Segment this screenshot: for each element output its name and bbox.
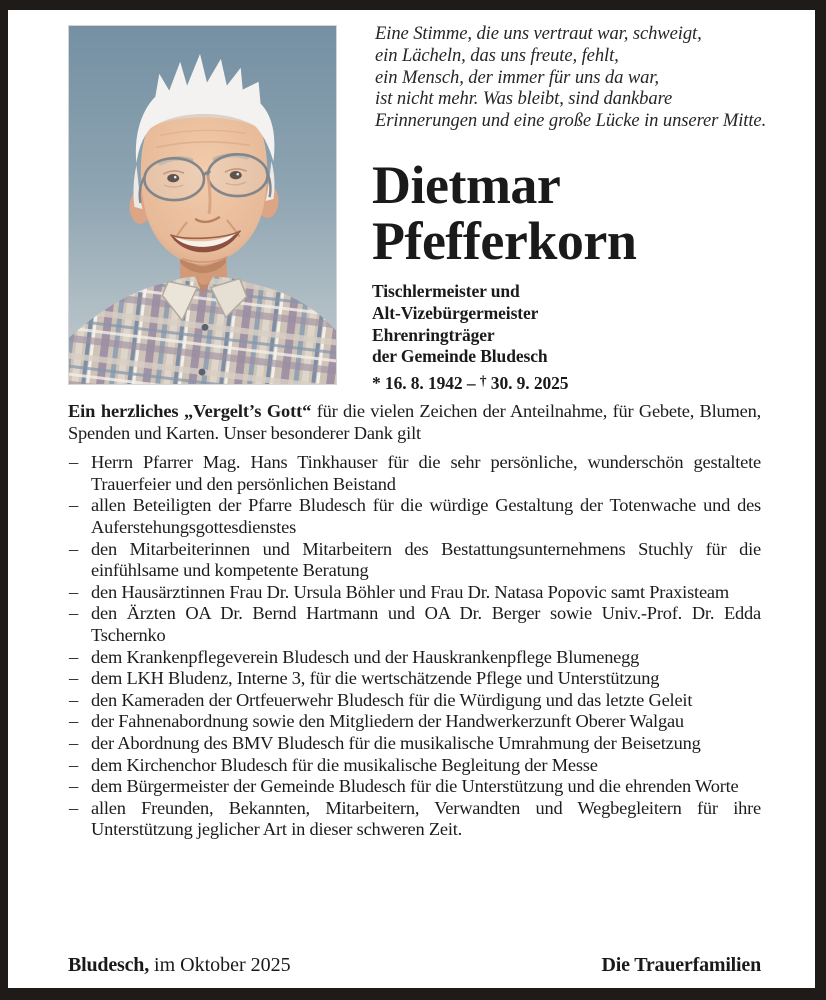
life-dates bbox=[372, 370, 568, 395]
poem-line: ein Mensch, der immer für uns da war, bbox=[375, 66, 659, 88]
thanks-item-text: dem Kirchenchor Bludesch für die musikalische Begleitung der Messe bbox=[91, 754, 598, 775]
death-date: 30. 9. 2025 bbox=[486, 373, 569, 394]
thanks-item bbox=[68, 711, 761, 733]
thanks-item-text: dem Krankenpflegeverein Bludesch und der Hauskrankenpflege Blumenegg bbox=[91, 646, 640, 667]
thanks-item-text: dem Bürgermeister der Gemeinde Bludesch für die Unterstützung und die ehrenden Worte bbox=[91, 776, 739, 797]
footer-place: Bludesch, bbox=[68, 954, 150, 976]
thanks-item-text: der Abordnung des BMV Bludesch für die musikalische Umrahmung der Beisetzung bbox=[91, 732, 701, 753]
list-dash: – bbox=[69, 776, 78, 797]
portrait-photo bbox=[68, 25, 337, 385]
title-line: Tischlermeister und bbox=[372, 281, 520, 301]
thanks-item bbox=[68, 647, 761, 669]
thanks-item-text: den Ärzten OA Dr. Bernd Hartmann und OA Dr. Berger sowie Univ.-Prof. Dr. Edda Tschernko bbox=[91, 603, 761, 645]
list-dash: – bbox=[69, 754, 78, 775]
thanks-item-text: Herrn Pfarrer Mag. Hans Tinkhauser für die sehr persönliche, wunderschön gestaltete Trauerfeier und den persönlichen Beistand bbox=[91, 452, 761, 494]
thanks-intro-rest: für die vielen Zeichen der Anteilnahme, für Gebete, Blumen, Spenden und Karten. Unser besonderer Dank gilt bbox=[68, 401, 761, 443]
deceased-first-name: Dietmar bbox=[372, 155, 561, 215]
footer-place-date bbox=[68, 954, 291, 977]
list-dash: – bbox=[69, 732, 78, 753]
thanks-item bbox=[68, 690, 761, 712]
thanks-item-text: der Fahnenabordnung sowie den Mitgliedern der Handwerkerzunft Oberer Walgau bbox=[91, 711, 684, 732]
poem-line: Erinnerungen und eine große Lücke in unserer Mitte. bbox=[375, 110, 767, 132]
thanks-item bbox=[68, 495, 761, 538]
list-dash: – bbox=[69, 797, 78, 818]
thanks-item bbox=[68, 452, 761, 495]
thanks-list bbox=[68, 452, 761, 841]
deceased-last-name: Pfefferkorn bbox=[372, 211, 637, 271]
portrait-photo-svg bbox=[69, 26, 336, 384]
thanks-item-text: den Hausärztinnen Frau Dr. Ursula Böhler und Frau Dr. Natasa Popovic samt Praxisteam bbox=[91, 581, 729, 602]
thanks-item-text: dem LKH Bludenz, Interne 3, für die wertschätzende Pflege und Unterstützung bbox=[91, 668, 660, 689]
poem-line: Eine Stimme, die uns vertraut war, schweigt, bbox=[375, 23, 702, 44]
title-line: Ehrenringträger bbox=[372, 324, 495, 345]
title-line: der Gemeinde Bludesch bbox=[372, 346, 548, 367]
thanks-item-text: den Mitarbeiterinnen und Mitarbeitern des Bestattungsunternehmens Stuchly für die einfühlsame und kompetente Beratung bbox=[91, 538, 761, 581]
obituary-sheet bbox=[8, 10, 815, 988]
poem-line: ein Lächeln, das uns freute, fehlt, bbox=[375, 44, 619, 66]
footer-signature: Die Trauerfamilien bbox=[601, 954, 761, 976]
thanks-item-text: allen Beteiligten der Pfarre Bludesch für die würdige Gestaltung der Totenwache und des Auferstehungsgottesdienstes bbox=[91, 495, 761, 537]
list-dash: – bbox=[69, 603, 78, 624]
thanks-item bbox=[68, 582, 761, 604]
footer-date: im Oktober 2025 bbox=[149, 954, 291, 976]
deceased-titles bbox=[372, 281, 568, 395]
list-dash: – bbox=[69, 452, 78, 473]
thanks-intro bbox=[68, 401, 761, 444]
thanks-item-text: den Kameraden der Ortfeuerwehr Bludesch für die Würdigung und das letzte Geleit bbox=[91, 689, 693, 710]
deceased-name bbox=[372, 157, 636, 269]
thanks-item bbox=[68, 603, 761, 646]
thanks-item bbox=[68, 776, 761, 798]
thanks-item bbox=[68, 755, 761, 777]
list-dash: – bbox=[69, 538, 78, 559]
thanks-item-text: allen Freunden, Bekannten, Mitarbeitern, Verwandten und Wegbegleitern für ihre Unterstützung jeglicher Art in dieser schweren Zeit. bbox=[91, 797, 761, 840]
poem-line: ist nicht mehr. Was bleibt, sind dankbare bbox=[375, 88, 673, 110]
thanks-intro-lead: Ein herzliches „Vergelt’s Gott“ bbox=[68, 401, 312, 421]
list-dash: – bbox=[69, 711, 78, 732]
list-dash: – bbox=[69, 646, 78, 667]
footer bbox=[68, 954, 761, 977]
thanks-section bbox=[68, 401, 761, 841]
list-dash: – bbox=[69, 495, 78, 516]
list-dash: – bbox=[69, 668, 78, 689]
birth-date: * 16. 8. 1942 – bbox=[372, 373, 480, 394]
memorial-poem bbox=[375, 23, 807, 132]
thanks-item bbox=[68, 733, 761, 755]
list-dash: – bbox=[69, 581, 78, 602]
title-line: Alt-Vizebürgermeister bbox=[372, 302, 539, 323]
thanks-item bbox=[68, 539, 761, 582]
thanks-item bbox=[68, 668, 761, 690]
list-dash: – bbox=[69, 689, 78, 710]
thanks-item bbox=[68, 798, 761, 841]
dagger-icon: † bbox=[479, 373, 487, 389]
